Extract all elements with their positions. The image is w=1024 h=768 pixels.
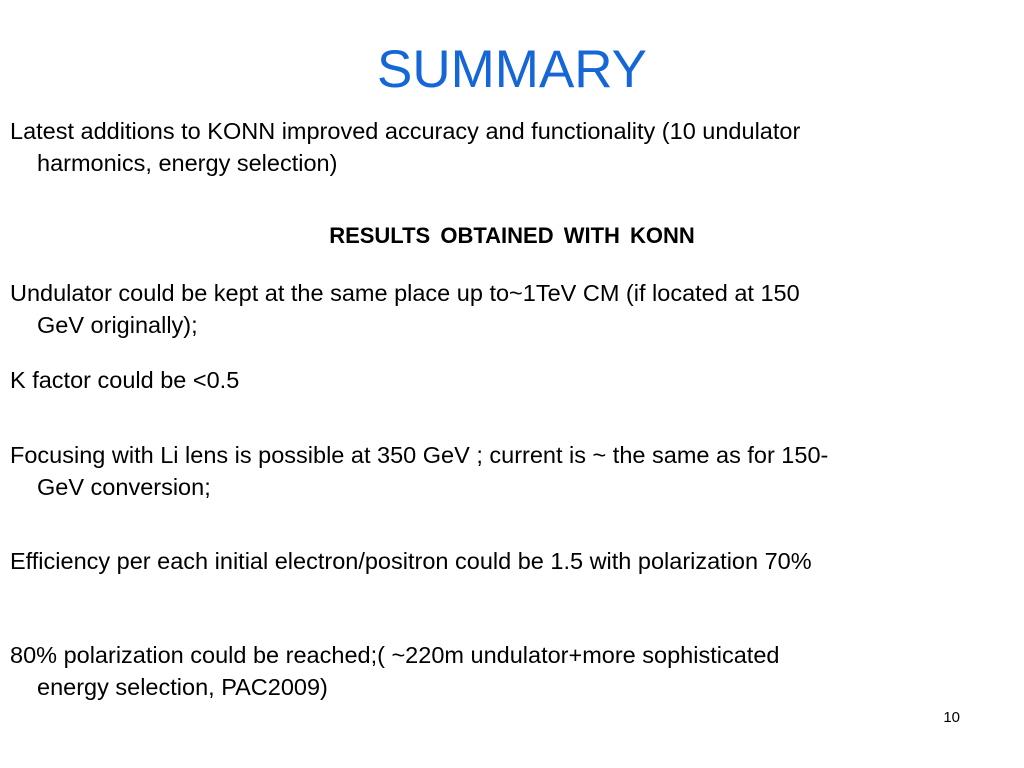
intro-paragraph xyxy=(10,115,1010,179)
page-number: 10 xyxy=(943,709,960,726)
intro-line-2: harmonics, energy selection) xyxy=(37,150,338,176)
bullet-efficiency-line-1: Efficiency per each initial electron/positron could be 1.5 with polarization 70% xyxy=(10,548,812,574)
bullet-efficiency xyxy=(10,545,1010,577)
bullet-k-factor xyxy=(10,364,1010,396)
slide-title: SUMMARY xyxy=(377,40,647,99)
bullet-undulator-line-1: Undulator could be kept at the same place up to~1TeV CM (if located at 150 xyxy=(10,280,800,306)
bullet-polarization xyxy=(10,639,1010,703)
bullet-undulator-line-2: GeV originally); xyxy=(37,312,198,338)
bullet-polarization-line-1: 80% polarization could be reached;( ~220m undulator+more sophisticated xyxy=(10,642,780,668)
bullet-focusing xyxy=(10,439,1010,503)
bullet-undulator xyxy=(10,277,1010,341)
bullet-polarization-line-2: energy selection, PAC2009) xyxy=(37,674,328,700)
section-heading: RESULTS OBTAINED WITH KONN xyxy=(329,223,695,248)
intro-line-1: Latest additions to KONN improved accuracy and functionality (10 undulator xyxy=(10,118,801,144)
bullet-k-factor-line-1: K factor could be <0.5 xyxy=(10,367,240,393)
bullet-focusing-line-1: Focusing with Li lens is possible at 350 GeV ; current is ~ the same as for 150- xyxy=(10,442,829,468)
bullet-focusing-line-2: GeV conversion; xyxy=(37,474,211,500)
